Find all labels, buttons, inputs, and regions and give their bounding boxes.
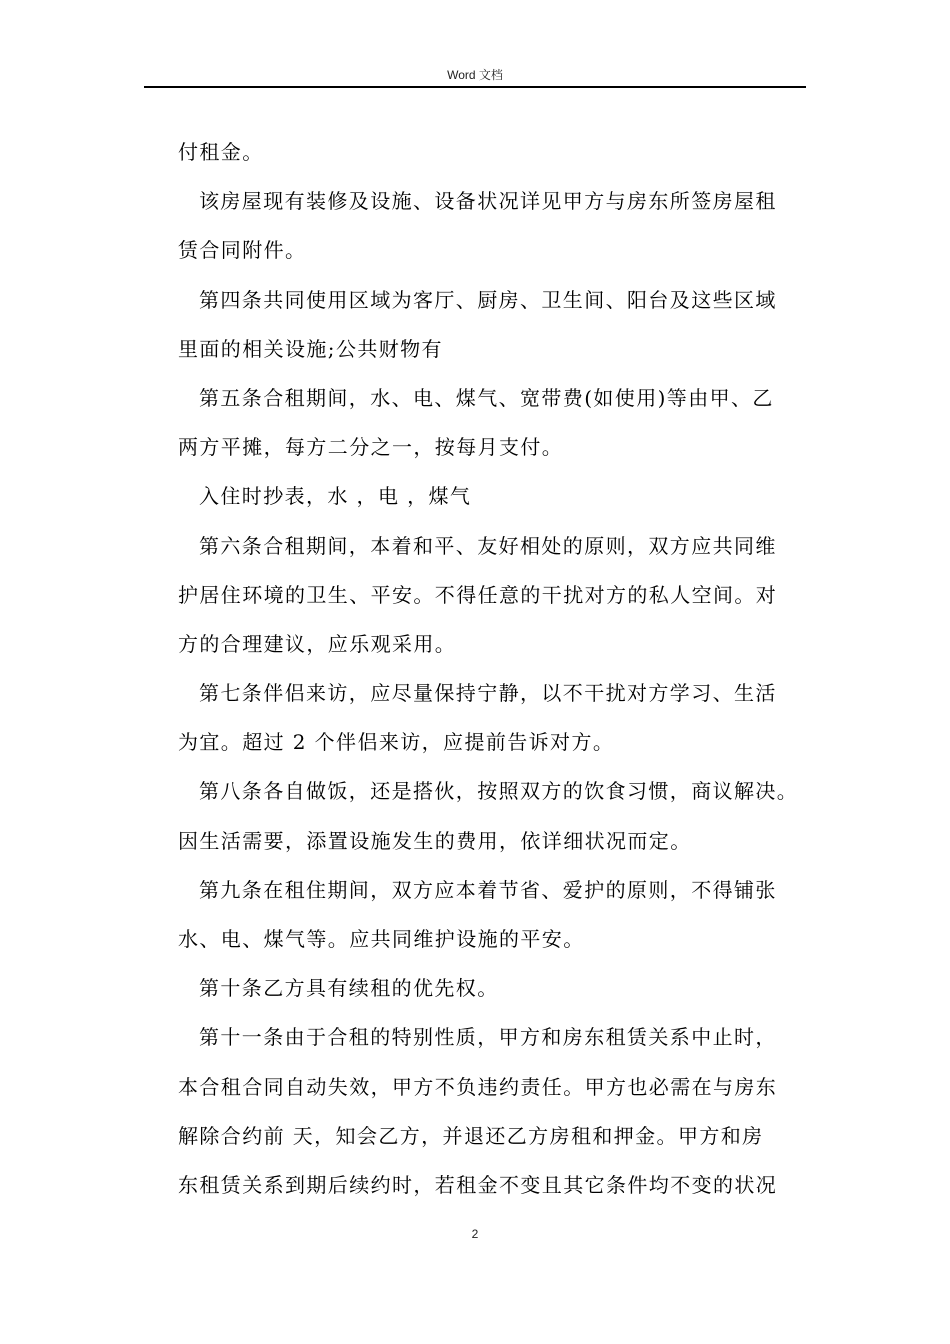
page-header: Word 文档 xyxy=(447,68,503,82)
text-line: 该房屋现有装修及设施、设备状况详见甲方与房东所签房屋租 xyxy=(199,189,777,214)
text-line: 付租金。 xyxy=(178,140,264,164)
document-body xyxy=(178,131,818,1213)
text-line: 第九条在租住期间，双方应本着节省、爱护的原则，不得铺张 xyxy=(199,877,777,902)
text-line: 两方平摊，每方二分之一，按每月支付。 xyxy=(178,435,564,460)
text-line: 第五条合租期间，水、电、煤气、宽带费(如使用)等由甲、乙 xyxy=(199,385,774,410)
text-line: 方的合理建议，应乐观采用。 xyxy=(178,631,457,656)
page-number: 2 xyxy=(471,1227,479,1241)
text-line: 第八条各自做饭，还是搭伙，按照双方的饮食习惯，商议解决。 xyxy=(199,779,799,804)
text-line: 入住时抄表，水 ，电 ，煤气 xyxy=(199,484,472,509)
text-line: 为宜。超过 2 个伴侣来访，应提前告诉对方。 xyxy=(178,730,615,755)
text-line: 东租赁关系到期后续约时，若租金不变且其它条件均不变的状况 xyxy=(178,1172,778,1197)
text-line: 解除合约前 天，知会乙方，并退还乙方房租和押金。甲方和房 xyxy=(178,1123,764,1148)
text-line: 里面的相关设施;公共财物有 xyxy=(178,336,443,361)
text-line: 第十一条由于合租的特别性质，甲方和房东租赁关系中止时， xyxy=(199,1025,777,1050)
header-rule xyxy=(144,86,806,88)
text-line: 第四条共同使用区域为客厅、厨房、卫生间、阳台及这些区域 xyxy=(199,287,777,312)
text-line: 赁合同附件。 xyxy=(178,238,307,263)
text-line: 水、电、煤气等。应共同维护设施的平安。 xyxy=(178,927,585,951)
text-line: 第七条伴侣来访，应尽量保持宁静，以不干扰对方学习、生活 xyxy=(199,681,777,706)
text-line: 第十条乙方具有续租的优先权。 xyxy=(199,976,499,1001)
text-line: 本合租合同自动失效，甲方不负违约责任。甲方也必需在与房东 xyxy=(178,1074,778,1099)
text-line: 第六条合租期间，本着和平、友好相处的原则，双方应共同维 xyxy=(199,533,777,558)
text-line: 因生活需要，添置设施发生的费用，依详细状况而定。 xyxy=(178,828,692,853)
text-line: 护居住环境的卫生、平安。不得任意的干扰对方的私人空间。对 xyxy=(178,582,778,607)
